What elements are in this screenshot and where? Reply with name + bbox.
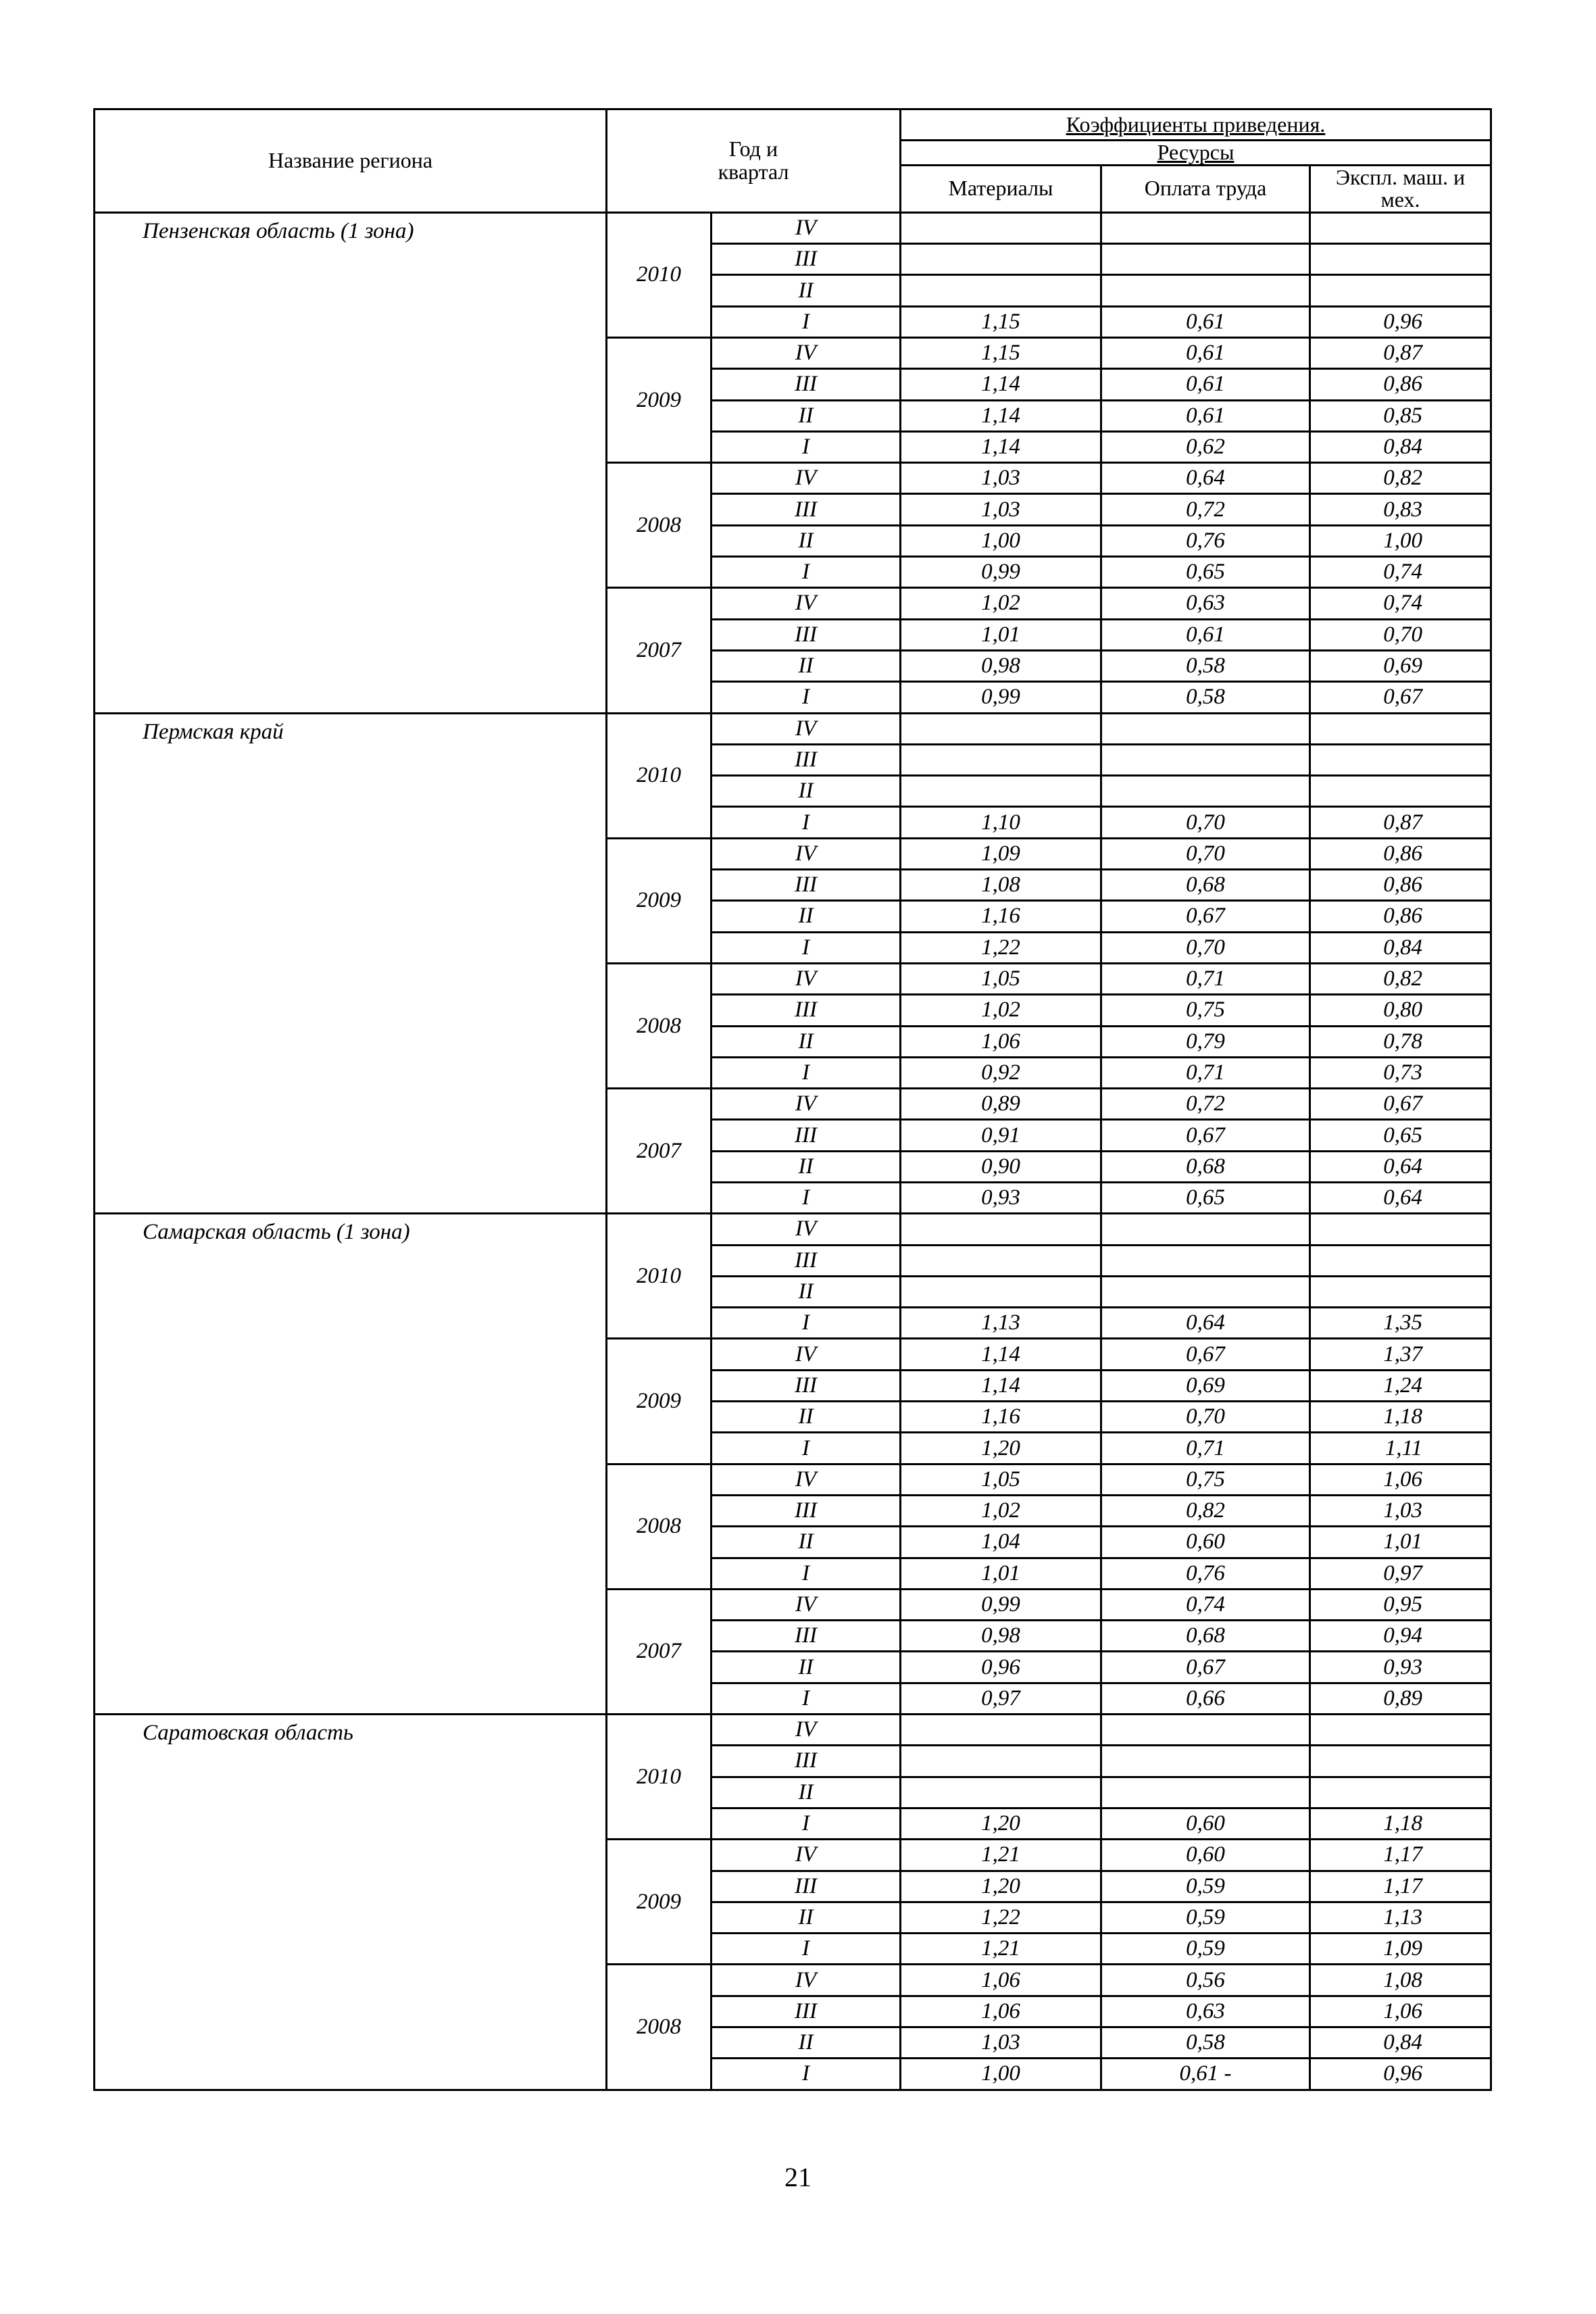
machines-value: 1,35 [1310, 1308, 1491, 1339]
quarter-cell: IV [712, 1214, 901, 1245]
labor-value: 0,60 [1101, 1840, 1310, 1871]
materials-value: 0,98 [901, 1621, 1101, 1652]
machines-value: 0,69 [1310, 650, 1491, 681]
year-cell: 2010 [607, 713, 712, 838]
year-cell: 2008 [607, 963, 712, 1088]
machines-value: 1,17 [1310, 1871, 1491, 1902]
labor-value [1101, 744, 1310, 775]
materials-value: 1,02 [901, 1495, 1101, 1526]
quarter-cell: IV [712, 963, 901, 994]
quarter-cell: I [712, 1308, 901, 1339]
labor-value: 0,70 [1101, 807, 1310, 838]
quarter-cell: I [712, 1182, 901, 1213]
quarter-cell: II [712, 650, 901, 681]
machines-value: 1,06 [1310, 1996, 1491, 2027]
materials-value [901, 1276, 1101, 1307]
coefficients-header: Коэффициенты приведения. [901, 109, 1491, 141]
machines-value: 0,87 [1310, 337, 1491, 368]
machines-value: 0,86 [1310, 369, 1491, 400]
materials-value [901, 212, 1101, 243]
materials-value: 1,15 [901, 337, 1101, 368]
labor-value: 0,61 - [1101, 2059, 1310, 2090]
labor-column-header: Оплата труда [1101, 165, 1310, 212]
page-number: 21 [784, 2162, 812, 2192]
year-cell: 2008 [607, 1965, 712, 2090]
materials-value: 0,96 [901, 1652, 1101, 1683]
machines-value: 0,74 [1310, 557, 1491, 588]
machines-value: 0,84 [1310, 2027, 1491, 2059]
machines-value: 0,64 [1310, 1151, 1491, 1182]
year-cell: 2010 [607, 212, 712, 337]
machines-value: 0,89 [1310, 1683, 1491, 1714]
labor-value: 0,67 [1101, 1339, 1310, 1370]
materials-value [901, 1715, 1101, 1746]
quarter-cell: III [712, 494, 901, 525]
machines-value [1310, 212, 1491, 243]
materials-value: 1,14 [901, 1370, 1101, 1401]
materials-value [901, 275, 1101, 306]
quarter-cell: II [712, 275, 901, 306]
quarter-cell: I [712, 1057, 901, 1088]
machines-value: 0,64 [1310, 1182, 1491, 1213]
labor-value: 0,72 [1101, 494, 1310, 525]
quarter-cell: II [712, 1276, 901, 1307]
machines-value: 0,78 [1310, 1026, 1491, 1057]
machines-value [1310, 1777, 1491, 1808]
labor-value: 0,66 [1101, 1683, 1310, 1714]
materials-value: 1,21 [901, 1934, 1101, 1965]
labor-value: 0,58 [1101, 682, 1310, 713]
quarter-cell: III [712, 744, 901, 775]
labor-value [1101, 776, 1310, 807]
labor-value: 0,60 [1101, 1527, 1310, 1558]
quarter-cell: II [712, 1402, 901, 1433]
labor-value: 0,76 [1101, 1558, 1310, 1589]
materials-value: 1,00 [901, 2059, 1101, 2090]
coefficients-table [93, 108, 1492, 2091]
labor-value [1101, 212, 1310, 243]
materials-value [901, 744, 1101, 775]
machines-value [1310, 244, 1491, 275]
machines-value: 0,93 [1310, 1652, 1491, 1683]
machines-value: 1,00 [1310, 525, 1491, 556]
materials-value: 1,01 [901, 619, 1101, 650]
quarter-cell: IV [712, 1339, 901, 1370]
quarter-cell: IV [712, 1965, 901, 1996]
materials-value: 1,00 [901, 525, 1101, 556]
quarter-cell: II [712, 1026, 901, 1057]
labor-value: 0,72 [1101, 1089, 1310, 1120]
materials-value: 1,05 [901, 1464, 1101, 1495]
quarter-cell: III [712, 1996, 901, 2027]
labor-value: 0,71 [1101, 1057, 1310, 1088]
materials-value [901, 1245, 1101, 1276]
machines-value: 0,86 [1310, 901, 1491, 932]
quarter-cell: III [712, 619, 901, 650]
materials-value: 1,06 [901, 1996, 1101, 2027]
machines-value: 0,82 [1310, 963, 1491, 994]
quarter-cell: II [712, 1777, 901, 1808]
quarter-cell: I [712, 807, 901, 838]
materials-value: 1,20 [901, 1808, 1101, 1839]
labor-value: 0,75 [1101, 995, 1310, 1026]
machines-value [1310, 1746, 1491, 1777]
year-cell: 2010 [607, 1214, 712, 1339]
machines-value: 0,97 [1310, 1558, 1491, 1589]
quarter-cell: I [712, 306, 901, 337]
year-cell: 2007 [607, 1089, 712, 1214]
labor-value: 0,70 [1101, 1402, 1310, 1433]
quarter-cell: III [712, 1621, 901, 1652]
year-quarter-column-header: Год и квартал [607, 109, 901, 213]
table-row [95, 713, 1491, 744]
machines-value: 0,80 [1310, 995, 1491, 1026]
quarter-cell: IV [712, 838, 901, 869]
labor-value: 0,60 [1101, 1808, 1310, 1839]
year-cell: 2007 [607, 1589, 712, 1714]
machines-value: 0,96 [1310, 306, 1491, 337]
quarter-cell: I [712, 1433, 901, 1464]
labor-value [1101, 713, 1310, 744]
materials-column-header: Материалы [901, 165, 1101, 212]
labor-value [1101, 1214, 1310, 1245]
labor-value [1101, 1777, 1310, 1808]
quarter-cell: IV [712, 713, 901, 744]
materials-value: 1,03 [901, 2027, 1101, 2059]
machines-value: 0,82 [1310, 463, 1491, 494]
materials-value: 1,22 [901, 1902, 1101, 1933]
machines-value: 0,83 [1310, 494, 1491, 525]
labor-value: 0,56 [1101, 1965, 1310, 1996]
materials-value: 1,14 [901, 431, 1101, 462]
materials-value: 1,14 [901, 1339, 1101, 1370]
labor-value: 0,64 [1101, 463, 1310, 494]
labor-value: 0,61 [1101, 619, 1310, 650]
materials-value [901, 776, 1101, 807]
machines-value: 1,11 [1310, 1433, 1491, 1464]
region-name: Саратовская область [95, 1715, 607, 2090]
machines-value: 0,65 [1310, 1120, 1491, 1151]
labor-value: 0,59 [1101, 1902, 1310, 1933]
labor-value: 0,82 [1101, 1495, 1310, 1526]
quarter-cell: III [712, 1871, 901, 1902]
materials-value: 0,91 [901, 1120, 1101, 1151]
labor-value: 0,67 [1101, 1652, 1310, 1683]
materials-value: 1,20 [901, 1433, 1101, 1464]
table-header [95, 109, 1491, 213]
labor-value: 0,61 [1101, 400, 1310, 431]
labor-value: 0,58 [1101, 650, 1310, 681]
machines-value: 0,87 [1310, 807, 1491, 838]
materials-value: 1,16 [901, 901, 1101, 932]
labor-value: 0,67 [1101, 901, 1310, 932]
quarter-cell: IV [712, 1840, 901, 1871]
materials-value: 1,02 [901, 588, 1101, 619]
materials-value: 1,08 [901, 870, 1101, 901]
labor-value: 0,59 [1101, 1934, 1310, 1965]
materials-value: 1,05 [901, 963, 1101, 994]
machines-value: 1,01 [1310, 1527, 1491, 1558]
quarter-cell: I [712, 682, 901, 713]
materials-value: 0,89 [901, 1089, 1101, 1120]
labor-value: 0,68 [1101, 1621, 1310, 1652]
year-cell: 2010 [607, 1715, 712, 1840]
labor-value: 0,70 [1101, 838, 1310, 869]
labor-value [1101, 1746, 1310, 1777]
labor-value: 0,69 [1101, 1370, 1310, 1401]
region-name: Самарская область (1 зона) [95, 1214, 607, 1715]
quarter-cell: IV [712, 463, 901, 494]
year-cell: 2009 [607, 1840, 712, 1965]
labor-value: 0,61 [1101, 337, 1310, 368]
labor-value: 0,63 [1101, 588, 1310, 619]
machines-column-header: Экспл. маш. и мех. [1310, 165, 1491, 212]
labor-value: 0,61 [1101, 306, 1310, 337]
machines-value: 1,06 [1310, 1464, 1491, 1495]
materials-value: 1,02 [901, 995, 1101, 1026]
machines-value: 0,67 [1310, 682, 1491, 713]
year-cell: 2009 [607, 838, 712, 963]
quarter-cell: III [712, 369, 901, 400]
materials-value: 1,22 [901, 932, 1101, 963]
labor-value [1101, 275, 1310, 306]
quarter-cell: II [712, 776, 901, 807]
machines-value [1310, 1245, 1491, 1276]
labor-value [1101, 1276, 1310, 1307]
labor-value: 0,71 [1101, 963, 1310, 994]
labor-value: 0,64 [1101, 1308, 1310, 1339]
year-cell: 2009 [607, 1339, 712, 1464]
quarter-cell: III [712, 995, 901, 1026]
machines-value: 1,03 [1310, 1495, 1491, 1526]
quarter-cell: IV [712, 337, 901, 368]
materials-value: 0,97 [901, 1683, 1101, 1714]
quarter-cell: IV [712, 588, 901, 619]
materials-value: 0,99 [901, 682, 1101, 713]
quarter-cell: II [712, 2027, 901, 2059]
table-row [95, 1715, 1491, 1746]
labor-value: 0,61 [1101, 369, 1310, 400]
materials-value: 0,93 [901, 1182, 1101, 1213]
materials-value: 1,09 [901, 838, 1101, 869]
quarter-cell: II [712, 1527, 901, 1558]
labor-value [1101, 1245, 1310, 1276]
labor-value: 0,62 [1101, 431, 1310, 462]
machines-value: 1,18 [1310, 1808, 1491, 1839]
machines-value: 1,17 [1310, 1840, 1491, 1871]
machines-value: 0,70 [1310, 619, 1491, 650]
machines-value: 0,84 [1310, 932, 1491, 963]
labor-value: 0,75 [1101, 1464, 1310, 1495]
resources-header: Ресурсы [901, 141, 1491, 166]
quarter-cell: IV [712, 1089, 901, 1120]
materials-value: 0,92 [901, 1057, 1101, 1088]
materials-value [901, 244, 1101, 275]
quarter-cell: I [712, 1558, 901, 1589]
quarter-cell: II [712, 400, 901, 431]
quarter-cell: III [712, 1370, 901, 1401]
quarter-cell: I [712, 1683, 901, 1714]
labor-value: 0,74 [1101, 1589, 1310, 1620]
materials-value: 0,98 [901, 650, 1101, 681]
quarter-cell: II [712, 901, 901, 932]
labor-value: 0,65 [1101, 557, 1310, 588]
labor-value: 0,79 [1101, 1026, 1310, 1057]
labor-value [1101, 1715, 1310, 1746]
machines-value: 0,96 [1310, 2059, 1491, 2090]
region-name: Пермская край [95, 713, 607, 1214]
materials-value: 1,03 [901, 463, 1101, 494]
year-cell: 2009 [607, 337, 712, 462]
materials-value: 0,99 [901, 557, 1101, 588]
materials-value: 1,04 [901, 1527, 1101, 1558]
machines-value: 0,95 [1310, 1589, 1491, 1620]
quarter-cell: II [712, 1151, 901, 1182]
table-body [95, 212, 1491, 2090]
machines-value [1310, 776, 1491, 807]
materials-value: 1,13 [901, 1308, 1101, 1339]
quarter-cell: III [712, 1245, 901, 1276]
machines-value: 1,08 [1310, 1965, 1491, 1996]
materials-value: 1,16 [901, 1402, 1101, 1433]
year-cell: 2007 [607, 588, 712, 713]
quarter-cell: IV [712, 1589, 901, 1620]
quarter-cell: I [712, 1808, 901, 1839]
quarter-cell: III [712, 244, 901, 275]
materials-value: 1,21 [901, 1840, 1101, 1871]
region-column-header: Название региона [95, 109, 607, 213]
quarter-cell: III [712, 1746, 901, 1777]
labor-value: 0,67 [1101, 1120, 1310, 1151]
labor-value: 0,71 [1101, 1433, 1310, 1464]
machines-value: 1,13 [1310, 1902, 1491, 1933]
labor-value: 0,59 [1101, 1871, 1310, 1902]
machines-value [1310, 1214, 1491, 1245]
machines-value: 0,86 [1310, 870, 1491, 901]
materials-value: 1,10 [901, 807, 1101, 838]
materials-value: 0,90 [901, 1151, 1101, 1182]
machines-value: 0,74 [1310, 588, 1491, 619]
table-row [95, 212, 1491, 243]
machines-value: 1,18 [1310, 1402, 1491, 1433]
table-row [95, 1214, 1491, 1245]
machines-value: 0,73 [1310, 1057, 1491, 1088]
machines-value [1310, 744, 1491, 775]
quarter-cell: I [712, 1934, 901, 1965]
quarter-cell: IV [712, 1464, 901, 1495]
machines-value [1310, 1715, 1491, 1746]
machines-value: 1,24 [1310, 1370, 1491, 1401]
materials-value: 1,06 [901, 1026, 1101, 1057]
materials-value [901, 713, 1101, 744]
labor-value: 0,63 [1101, 1996, 1310, 2027]
quarter-cell: II [712, 1652, 901, 1683]
region-name: Пензенская область (1 зона) [95, 212, 607, 713]
machines-value: 0,94 [1310, 1621, 1491, 1652]
quarter-cell: I [712, 932, 901, 963]
labor-value: 0,58 [1101, 2027, 1310, 2059]
machines-value: 0,84 [1310, 431, 1491, 462]
machines-value [1310, 275, 1491, 306]
quarter-cell: IV [712, 1715, 901, 1746]
quarter-cell: II [712, 1902, 901, 1933]
year-cell: 2008 [607, 463, 712, 588]
year-cell: 2008 [607, 1464, 712, 1589]
machines-value: 1,09 [1310, 1934, 1491, 1965]
materials-value [901, 1214, 1101, 1245]
materials-value: 0,99 [901, 1589, 1101, 1620]
materials-value: 1,06 [901, 1965, 1101, 1996]
materials-value: 1,14 [901, 369, 1101, 400]
materials-value: 1,15 [901, 306, 1101, 337]
quarter-cell: I [712, 2059, 901, 2090]
labor-value: 0,68 [1101, 1151, 1310, 1182]
machines-value: 0,85 [1310, 400, 1491, 431]
quarter-cell: IV [712, 212, 901, 243]
quarter-cell: III [712, 870, 901, 901]
materials-value [901, 1746, 1101, 1777]
quarter-cell: III [712, 1120, 901, 1151]
machines-value [1310, 713, 1491, 744]
labor-value: 0,70 [1101, 932, 1310, 963]
labor-value: 0,76 [1101, 525, 1310, 556]
quarter-cell: I [712, 557, 901, 588]
quarter-cell: III [712, 1495, 901, 1526]
labor-value: 0,68 [1101, 870, 1310, 901]
quarter-cell: I [712, 431, 901, 462]
materials-value: 1,03 [901, 494, 1101, 525]
labor-value [1101, 244, 1310, 275]
machines-value: 1,37 [1310, 1339, 1491, 1370]
machines-value: 0,67 [1310, 1089, 1491, 1120]
machines-value: 0,86 [1310, 838, 1491, 869]
materials-value [901, 1777, 1101, 1808]
materials-value: 1,14 [901, 400, 1101, 431]
quarter-cell: II [712, 525, 901, 556]
machines-value [1310, 1276, 1491, 1307]
materials-value: 1,20 [901, 1871, 1101, 1902]
labor-value: 0,65 [1101, 1182, 1310, 1213]
materials-value: 1,01 [901, 1558, 1101, 1589]
